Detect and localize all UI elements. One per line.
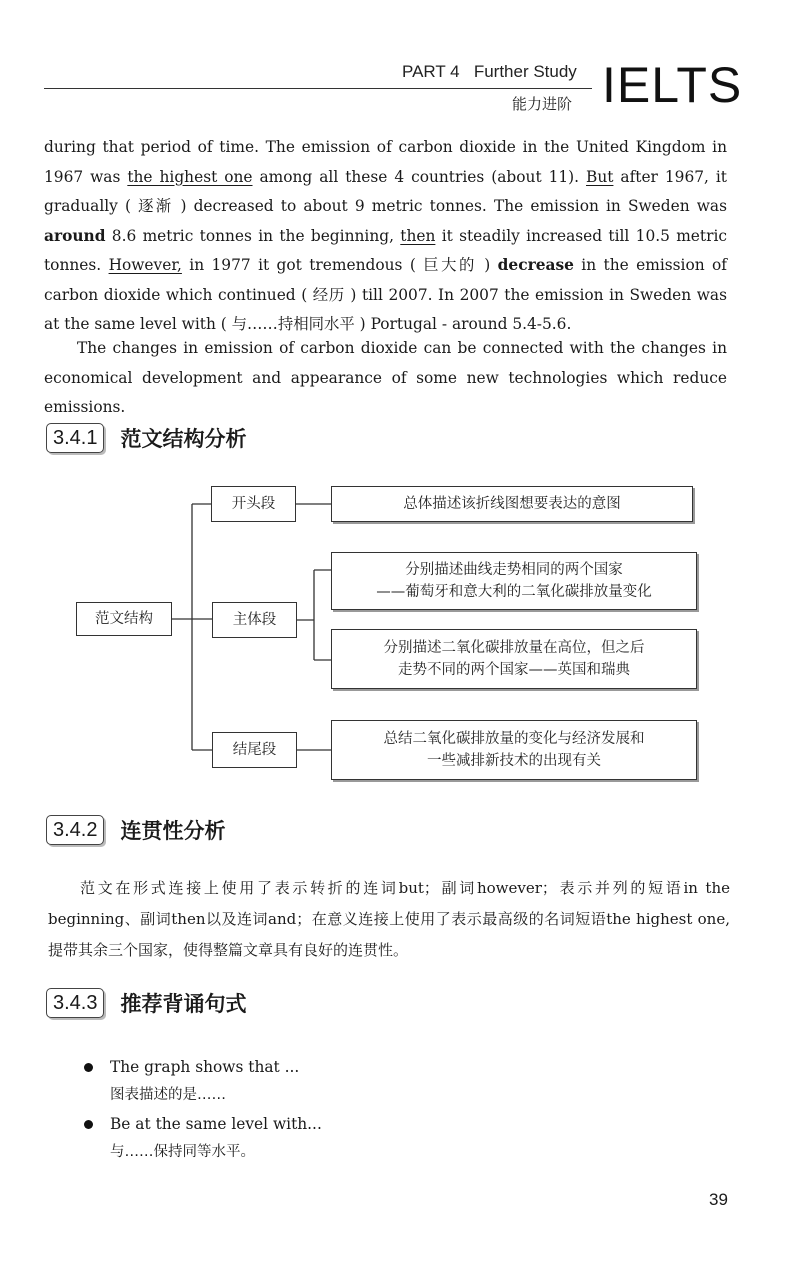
bullet-dot-icon (84, 1063, 93, 1072)
section-heading-sentences (46, 988, 246, 1018)
bullet-chinese: 与……保持同等水平。 (110, 1144, 255, 1160)
part-title-cn: 能力进阶 (512, 95, 573, 113)
bullet-item (84, 1053, 299, 1109)
part-label: PART 4 (402, 62, 460, 81)
page-number: 39 (709, 1190, 728, 1209)
section-number: 3.4.3 (46, 988, 104, 1018)
underlined-phrase: then (400, 226, 436, 245)
bullet-chinese: 图表描述的是…… (110, 1087, 226, 1103)
underlined-phrase: But (586, 167, 614, 186)
underlined-phrase: However, (108, 256, 182, 274)
brand-logo-text: IELTS (602, 57, 743, 113)
part-title: Further Study (473, 62, 577, 81)
bold-phrase: decrease (497, 256, 574, 274)
diagram-opening-desc: 总体描述该折线图想要表达的意图 (331, 486, 693, 522)
section-title: 连贯性分析 (120, 819, 226, 843)
diagram-main-box: 主体段 (212, 602, 297, 638)
underlined-phrase: the highest one (127, 167, 253, 186)
coherence-paragraph: 范文在形式连接上使用了表示转折的连词but；副词however；表示并列的短语in the beginning、副词then以及连词and；在意义连接上使用了表示最高级的名词短语the highest one, 提带其余三个国家，使得整篇文章具有良好的连贯性。 (48, 879, 730, 959)
section-title: 范文结构分析 (120, 427, 247, 451)
section-number: 3.4.2 (46, 815, 104, 845)
section-heading-structure (46, 423, 246, 453)
diagram-root-box: 范文结构 (76, 602, 172, 636)
section-number: 3.4.1 (46, 423, 104, 453)
diagram-main-desc-2: 分别描述二氧化碳排放量在高位，但之后 走势不同的两个国家——英国和瑞典 (331, 629, 697, 689)
bullet-english: The graph shows that ... (110, 1058, 300, 1076)
running-header-part (402, 62, 577, 82)
section-title: 推荐背诵句式 (120, 992, 247, 1016)
body-paragraph-1: during that period of time. The emission of carbon dioxide in the United Kingdom in 1967 was the highest one among all these 4 countries (about 11). But after 1967, it gradually ( 逐渐 ) decreased to about 9 metric tonnes. The emission in Sweden was around 8.6 metric tonnes in the beginning, then it steadily increased till 10.5 metric tonnes. However, in 1977 it got tremendous ( 巨大的 ) decrease in the emission of carbon dioxide which continued ( 经历 ) till 2007. In 2007 the emission in Sweden was at the same level with ( 与……持相同水平 ) Portugal - around 5.4-5.6. (44, 138, 727, 333)
bullet-dot-icon (84, 1120, 93, 1129)
bullet-item (84, 1110, 322, 1166)
diagram-opening-box: 开头段 (211, 486, 296, 522)
body-paragraph-2: The changes in emission of carbon dioxide can be connected with the changes in economical development and appearance of some new technologies which reduce emissions. (44, 339, 727, 416)
header-rule (44, 88, 592, 89)
diagram-ending-box: 结尾段 (212, 732, 297, 768)
diagram-ending-desc: 总结二氧化碳排放量的变化与经济发展和 一些减排新技术的出现有关 (331, 720, 697, 780)
bold-phrase: around (44, 226, 106, 245)
section-heading-coherence (46, 815, 225, 845)
diagram-main-desc-1: 分别描述曲线走势相同的两个国家 ——葡萄牙和意大利的二氧化碳排放量变化 (331, 552, 697, 610)
bullet-english: Be at the same level with... (110, 1115, 322, 1133)
